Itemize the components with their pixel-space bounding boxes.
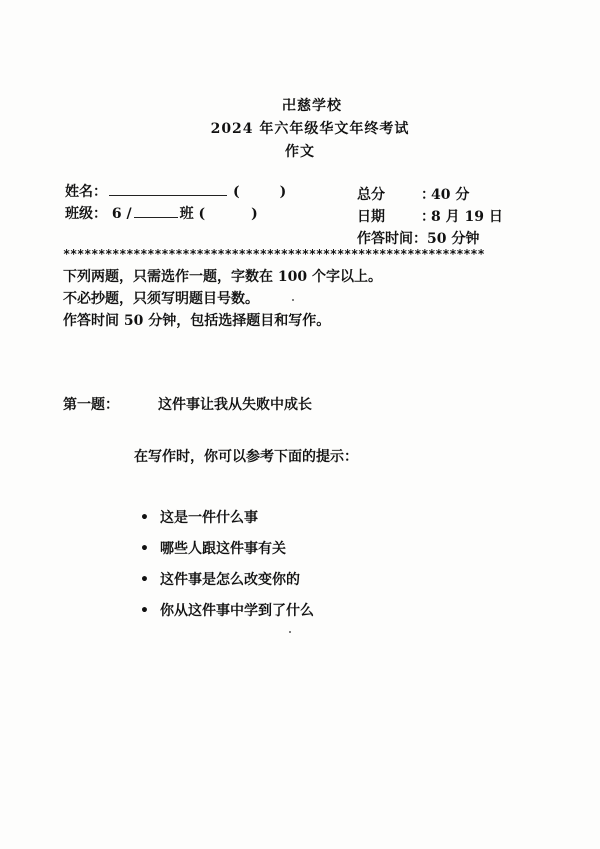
- name-label: 姓名：: [65, 184, 107, 200]
- scan-speck: [292, 299, 294, 301]
- name-row: [65, 181, 286, 203]
- class-label: 班级：: [65, 206, 107, 222]
- bullet-dot-icon: •: [140, 572, 149, 588]
- marks-label: 总分: [357, 187, 385, 203]
- list-item: [140, 538, 314, 569]
- name-paren-open: (: [233, 184, 240, 200]
- question-heading: [63, 394, 312, 414]
- time-row: 作答时间：50 分钟: [357, 231, 480, 247]
- hint-text: 这件事是怎么改变你的: [160, 572, 300, 588]
- class-prefix: 6 /: [111, 206, 132, 222]
- date-row: 日期 ：8 月 19 日: [357, 206, 503, 228]
- date-label: 日期: [357, 209, 385, 225]
- marks-value: 40 分: [431, 187, 470, 203]
- paper-title: 作文: [285, 144, 315, 160]
- hint-intro: 在写作时，你可以参考下面的提示：: [134, 449, 358, 465]
- marks-row: 总分 ：40 分: [357, 184, 503, 206]
- instruction-line: 作答时间 50 分钟，包括选择题目和写作。: [63, 313, 331, 329]
- instructions-block: [63, 266, 382, 332]
- hint-list: [140, 507, 314, 631]
- instruction-line: 下列两题，只需选作一题，字数在 100 个字以上。: [63, 269, 382, 285]
- bullet-dot-icon: •: [140, 603, 149, 619]
- star-divider: ************************************************************: [63, 248, 485, 260]
- student-info-block: [65, 181, 286, 225]
- exam-info-block: [357, 184, 503, 250]
- instruction-line: 不必抄题，只须写明题目号数。: [63, 291, 259, 307]
- school-name: 卍慈学校: [282, 98, 342, 114]
- bullet-dot-icon: •: [140, 541, 149, 557]
- bullet-dot-icon: •: [140, 510, 149, 526]
- scan-speck: [289, 631, 291, 633]
- time-value: 50 分钟: [427, 231, 480, 247]
- class-blank: [134, 203, 178, 218]
- hint-text: 你从这件事中学到了什么: [160, 603, 314, 619]
- question-number: 第一题：: [63, 397, 119, 413]
- date-value: 8 月 19 日: [431, 209, 503, 225]
- class-paren-open: (: [198, 206, 206, 222]
- name-paren-close: ): [279, 184, 287, 200]
- time-label: 作答时间: [357, 231, 413, 247]
- class-paren-close: ): [251, 206, 258, 222]
- hint-text: 哪些人跟这件事有关: [160, 541, 286, 557]
- list-item: [140, 600, 314, 631]
- name-blank: [109, 181, 227, 196]
- exam-title: 2024 年六年级华文年终考试: [210, 121, 410, 137]
- list-item: [140, 569, 314, 600]
- question-title: 这件事让我从失败中成长: [158, 397, 312, 413]
- class-suffix: 班: [179, 206, 194, 222]
- list-item: [140, 507, 314, 538]
- class-row: [65, 203, 286, 225]
- hint-text: 这是一件什么事: [160, 510, 258, 526]
